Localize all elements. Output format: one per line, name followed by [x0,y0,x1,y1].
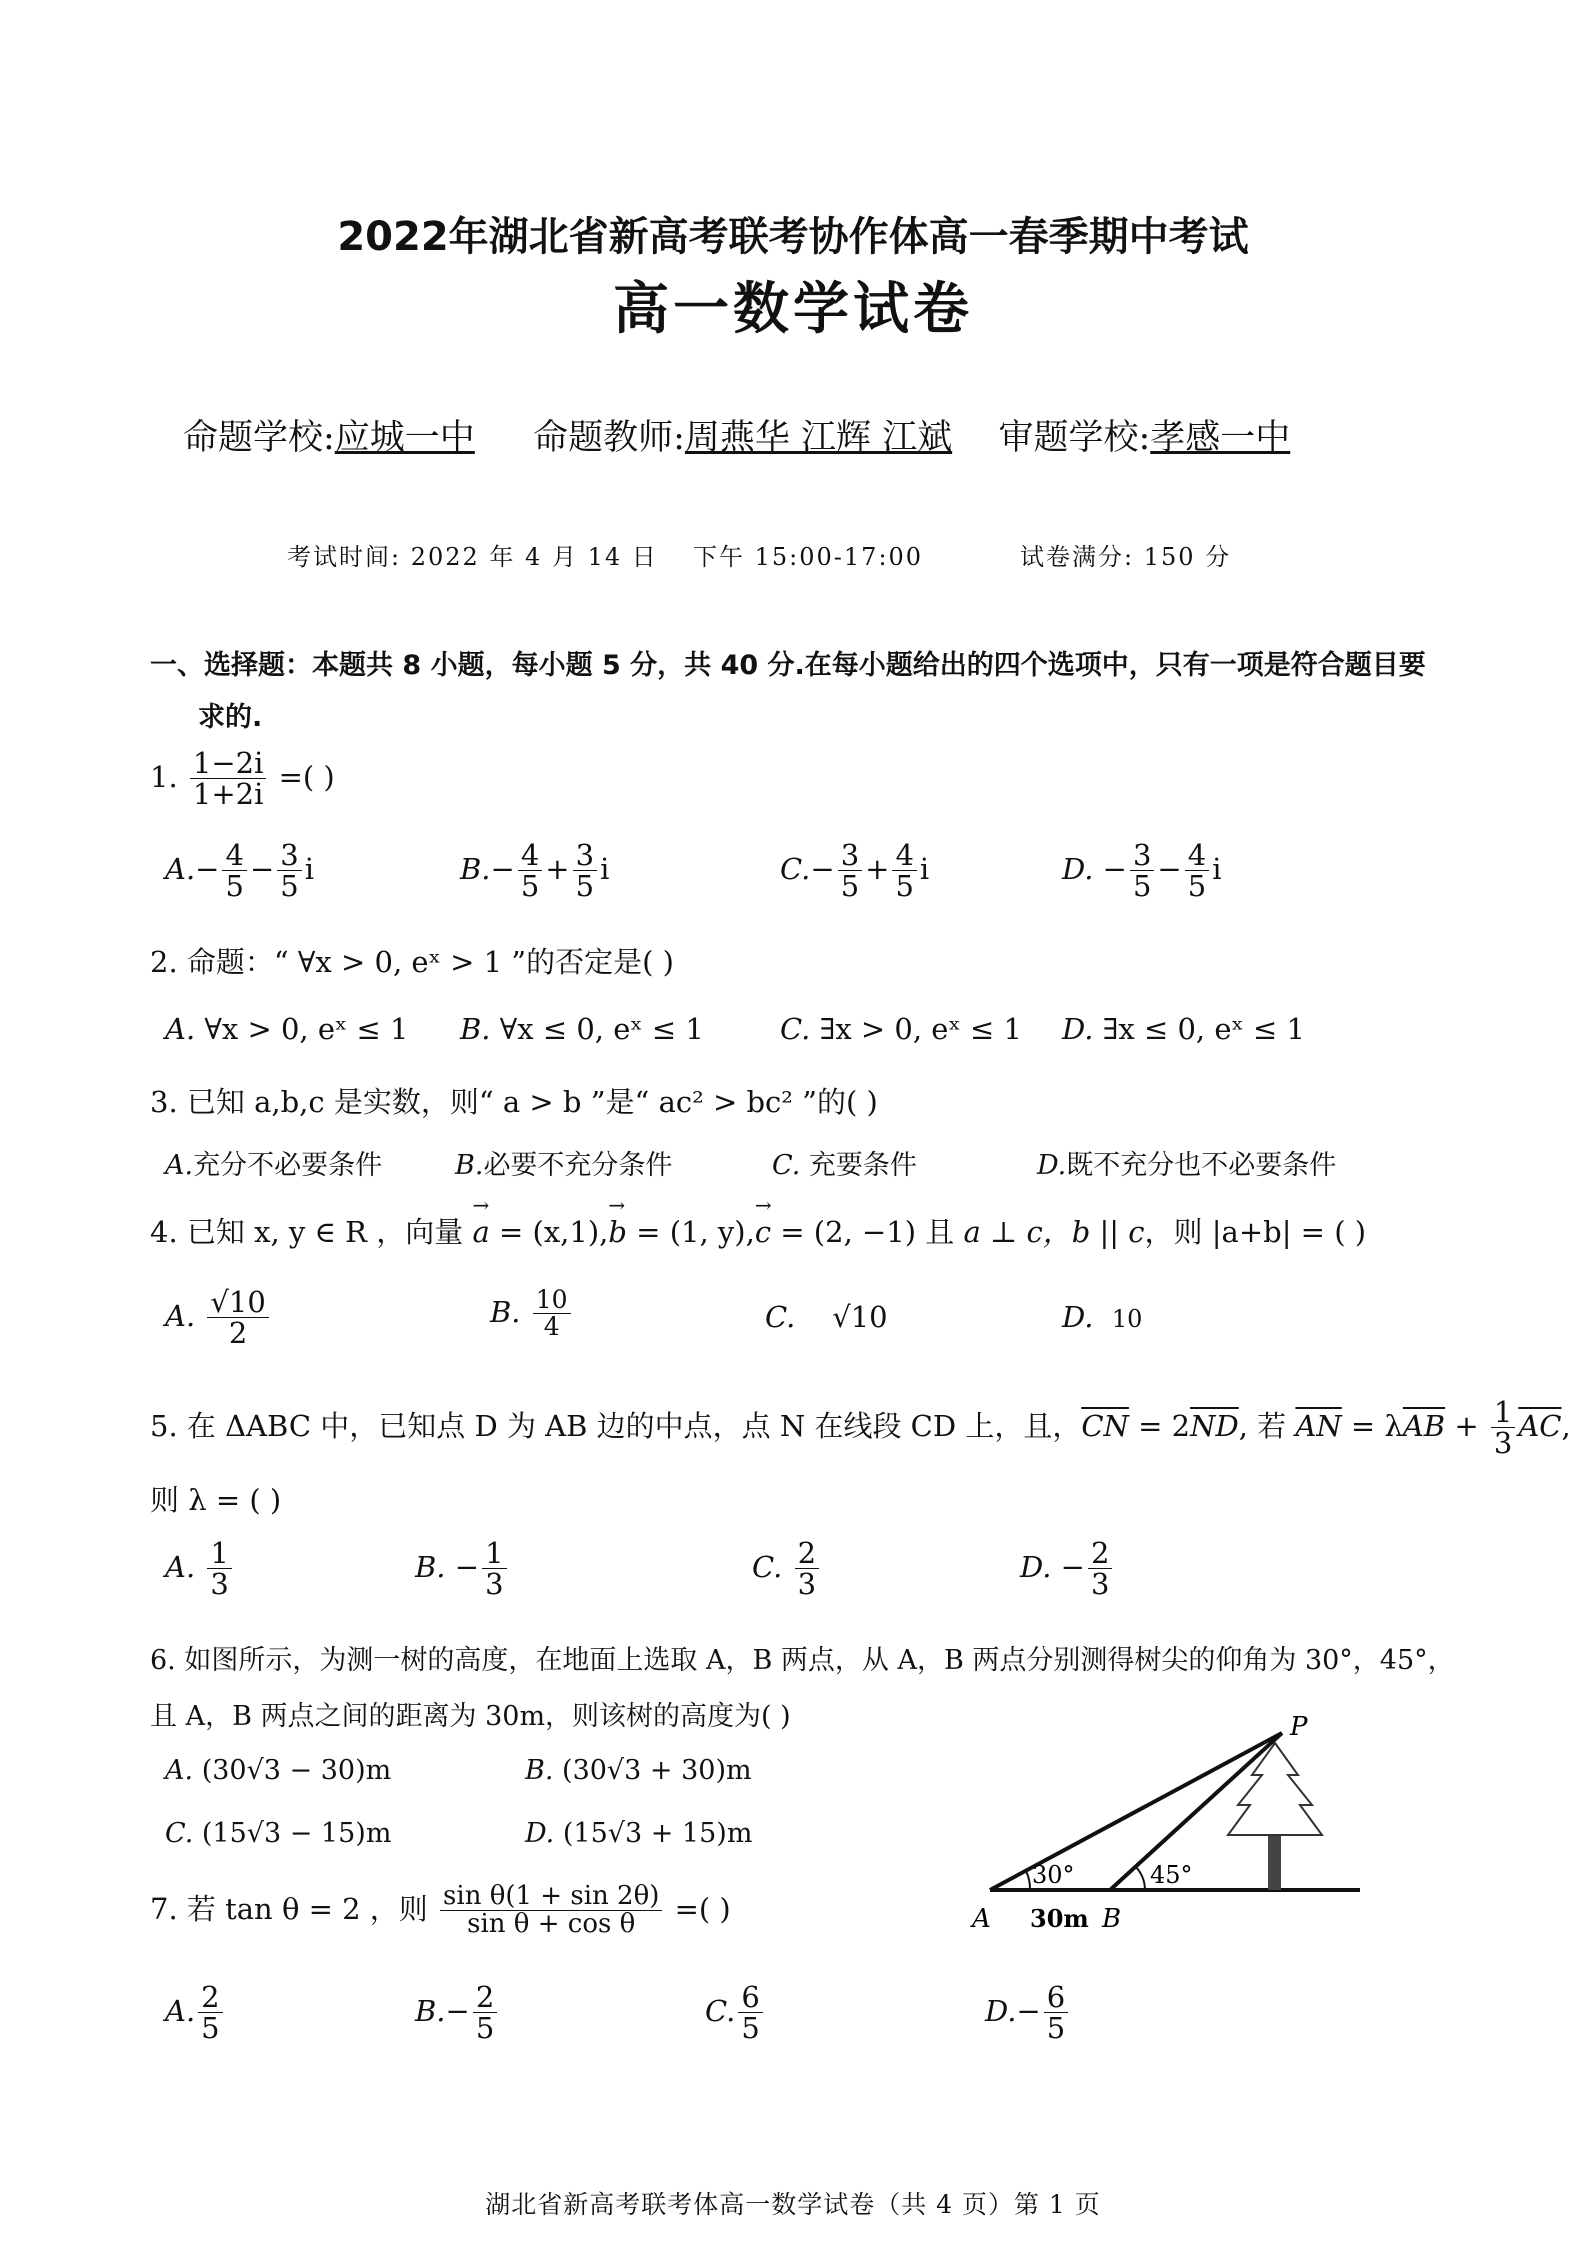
option-C: C. (15√3 − 15)m [165,1818,392,1849]
proposer-school: 应城一中 [334,418,475,458]
question-number: 7. [150,1891,178,1926]
fraction: $\frac{1-2i}{1+2i}$ [190,748,266,810]
option-D: D. (15√3 + 15)m [525,1818,753,1849]
exam-time: 考试时间: 2022 年 4 月 14 日 [287,543,658,571]
angle-arc-B [1136,1867,1145,1890]
option-A: A. $\frac{√10}{2}$ [165,1287,272,1349]
reviewer-school-label: 审题学校: [998,418,1151,458]
question-6-line2: 且 A，B 两点之间的距离为 30m，则该树的高度为( ) [150,1701,791,1732]
question-3: 3. 已知 a,b,c 是实数，则“ a > b ”是“ ac² > bc² ”的( ) [150,1085,878,1119]
question-number: 4. [150,1215,178,1249]
question-number: 6. [150,1645,176,1676]
question-5: 5. 在 ΔABC 中，已知点 D 为 AB 边的中点，点 N 在线段 CD 上，且，$\overline{CN} = 2\overline{ND}$, 若 $\overline{AN} = \lambda\overline{AB}$ + $\frac{1}{3}$ $\overline{AC}$, [150,1395,1571,1461]
authors-line [183,410,1290,460]
option-B: B. $\frac{10}{4}$ [490,1287,574,1341]
option-C: C. $\frac{6}{5}$ [705,1982,766,2044]
point-A-label: A [972,1904,991,1934]
option-D: D. − $\frac{2}{3}$ [1020,1538,1115,1600]
angle-arc-A [1026,1871,1030,1890]
tree-icon [1228,1743,1322,1890]
question-6: 6. 如图所示，为测一树的高度，在地面上选取 A，B 两点，从 A，B 两点分别测得树尖的仰角为 30°，45°， [150,1645,1455,1676]
option-D: D. − $\frac{3}{5}$ − $\frac{4}{5}$ i [1062,838,1222,904]
angle-45-label: 45° [1150,1861,1193,1889]
section-heading: 一、选择题：本题共 8 小题，每小题 5 分，共 40 分.在每小题给出的四个选项中，只有一项是符合题目要 [150,650,1426,681]
exam-period: 下午 15:00-17:00 [693,543,924,571]
proposer-school-label: 命题学校: [183,418,335,458]
option-A: A. $\frac{1}{3}$ [165,1538,235,1600]
distance-label: 30m [1030,1904,1089,1933]
option-C: C.− $\frac{3}{5}$ + $\frac{4}{5}$ i [780,838,930,904]
option-B: B. − $\frac{1}{3}$ [415,1538,510,1600]
question-1: 1. $\frac{1-2i}{1+2i}$ =( ) [150,746,335,812]
option-D: D.既不充分也不必要条件 [1037,1150,1337,1181]
question-number: 2. [150,945,178,979]
question-5-line2: 则 λ = ( ) [150,1483,282,1517]
option-C: C. $\frac{2}{3}$ [752,1538,822,1600]
point-P-label: P [1290,1712,1308,1742]
question-4: 4. 已知 x, y ∈ R ，向量 → a = (x,1),→ b = (1, y),→ c = (2, −1) 且 a ⊥ c，b || c，则 |a+b| = ( ) [150,1210,1366,1251]
exam-title: 2022年湖北省新高考联考协作体高一春季期中考试 [337,214,1249,260]
question-number: 3. [150,1085,178,1119]
question-number: 5. [150,1408,178,1443]
option-C: C. √10 [765,1300,888,1334]
paper-title: 高一数学试卷 [613,277,973,342]
section-heading-cont: 求的. [198,702,263,733]
option-A: A. ∀x > 0, eˣ ≤ 1 [165,1012,409,1046]
point-B-label: B [1102,1904,1122,1934]
question-7: 7. 若 tan θ = 2 ，则 $\frac{\text{sin θ(1 + sin 2θ)}}{\text{sin θ + cos θ}}$ =( ) [150,1881,731,1940]
option-A: A. (30√3 − 30)m [165,1755,392,1786]
page-footer: 湖北省新高考联考体高一数学试卷（共 4 页）第 1 页 [485,2190,1101,2219]
angle-30-label: 30° [1032,1861,1075,1889]
option-A: A.充分不必要条件 [165,1150,383,1181]
option-D: D. 10 [1062,1300,1143,1334]
option-B: B.− $\frac{4}{5}$ + $\frac{3}{5}$ i [460,838,610,904]
question-number: 1. [150,759,178,794]
full-score: 试卷满分: 150 分 [1020,543,1232,571]
option-C: C. 充要条件 [772,1150,917,1181]
option-D: D.− $\frac{6}{5}$ [985,1982,1071,2044]
proposer-teachers: 周燕华 江辉 江斌 [684,418,953,458]
option-A: A.− $\frac{4}{5}$ − $\frac{3}{5}$ i [165,838,314,904]
option-C: C. ∃x > 0, eˣ ≤ 1 [780,1012,1022,1046]
option-A: A. $\frac{2}{5}$ [165,1982,226,2044]
question-2: 2. 命题：“ ∀x > 0, eˣ > 1 ”的否定是( ) [150,945,674,979]
option-D: D. ∃x ≤ 0, eˣ ≤ 1 [1062,1012,1306,1046]
option-B: B.必要不充分条件 [455,1150,673,1181]
option-B: B. ∀x ≤ 0, eˣ ≤ 1 [460,1012,704,1046]
reviewer-school: 孝感一中 [1150,418,1291,458]
option-B: B. (30√3 + 30)m [525,1755,752,1786]
option-B: B.− $\frac{2}{5}$ [415,1982,500,2044]
proposer-teachers-label: 命题教师: [533,418,685,458]
tree-height-figure [960,1705,1360,1945]
